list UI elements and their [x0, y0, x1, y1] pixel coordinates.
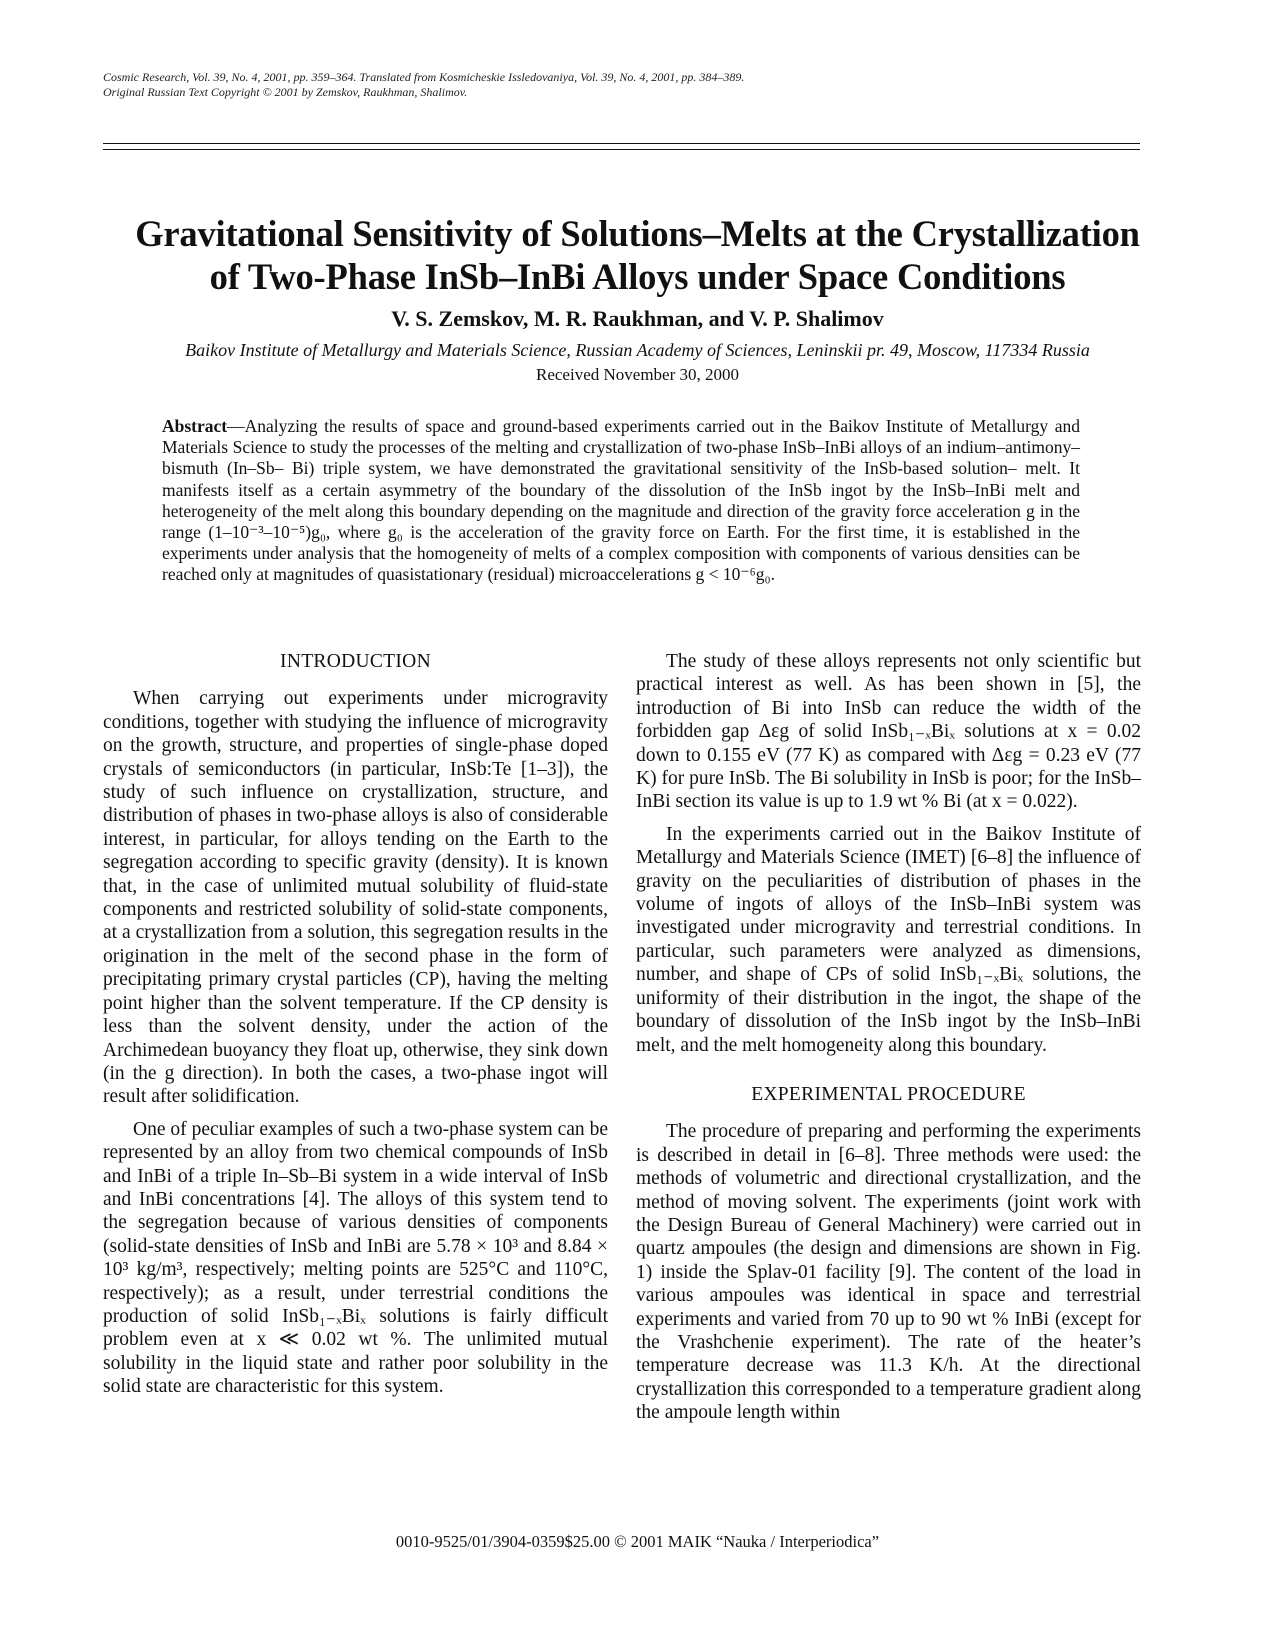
title-line-1: Gravitational Sensitivity of Solutions–Melts at the Crystallization	[135, 213, 1140, 254]
affiliation: Baikov Institute of Metallurgy and Materials Science, Russian Academy of Sciences, Leninskii pr. 49, Moscow, 117334 Russia	[185, 340, 1090, 360]
authors: V. S. Zemskov, M. R. Raukhman, and V. P. Shalimov	[391, 306, 884, 331]
citation-line-1: Cosmic Research, Vol. 39, No. 4, 2001, pp. 359–364. Translated from Kosmicheskie Issledovaniya, Vol. 39, No. 4, 2001, pp. 384–389.	[103, 70, 745, 84]
intro-paragraph-3: The study of these alloys represents not only scientific but practical interest as well. As has been shown in [5], the introduction of Bi into InSb can reduce the width of the forbidden gap Δεg of solid InSb₁₋ₓBiₓ solutions at x = 0.02 down to 0.155 eV (77 K) as compared with Δεg = 0.23 eV (77 K) for pure InSb. The Bi solubility in InSb is poor; for the InSb–InBi section its value is up to 1.9 wt % Bi (at x = 0.022).	[636, 651, 1141, 813]
abstract-text: —Analyzing the results of space and ground-based experiments carried out in the Baikov Institute of Metallurgy and Materials Science to study the processes of the melting and crystallization of two-phase InSb–InBi alloys of an indium–antimony–bismuth (In–Sb– Bi) triple system, we have demonstrated the gravitational sensitivity of the InSb-based solution– melt. It manifests itself as a certain asymmetry of the boundary of the dissolution of the InSb ingot by the InSb–InBi melt and heterogeneity of the melt along this boundary depending on the magnitude and direction of the gravity force acceleration g in the range (1–10⁻³–10⁻⁵)g₀, where g₀ is the acceleration of the gravity force on Earth. For the first time, it is established in the experiments under analysis that the homogeneity of melts of a complex composition with components of various densities can be reached only at magnitudes of quasistationary (residual) microaccelerations g < 10⁻⁶g₀.	[162, 416, 1080, 585]
right-column	[636, 650, 1141, 1425]
procedure-paragraph-1: The procedure of preparing and performing the experiments is described in detail in [6–8]. Three methods were used: the methods of volumetric and directional crystallization, and the method of moving solvent. The experiments (joint work with the Design Bureau of General Machinery) were carried out in quartz ampoules (the design and dimensions are shown in Fig. 1) inside the Splav-01 facility [9]. The content of the load in various ampoules was identical in space and terrestrial experiments and varied from 70 up to 90 wt % InBi (except for the Vrashchenie experiment). The rate of the heater’s temperature decrease was 11.3 K/h. At the directional crystallization this corresponded to a temperature gradient along the ampoule length within	[636, 1121, 1141, 1424]
copyright-footer: 0010-9525/01/3904-0359$25.00 © 2001 MAIK “Nauka / Interperiodica”	[395, 1532, 880, 1551]
citation-line-2: Original Russian Text Copyright © 2001 by Zemskov, Raukhman, Shalimov.	[103, 85, 468, 99]
received-date: Received November 30, 2000	[536, 365, 739, 384]
citation-header	[103, 70, 1143, 100]
paper-title	[70, 212, 1205, 298]
abstract-label: Abstract	[162, 416, 228, 436]
title-line-2: of Two-Phase InSb–InBi Alloys under Space Conditions	[209, 256, 1066, 297]
header-rule-bottom	[103, 149, 1140, 150]
intro-paragraph-1: When carrying out experiments under microgravity conditions, together with studying the influence of microgravity on the growth, structure, and properties of single-phase doped crystals of semiconductors (in particular, InSb:Te [1–3]), the study of such influence on crystallization, structure, and distribution of phases in two-phase alloys is also of considerable interest, in particular, for alloys tending on the Earth to the segregation according to specific gravity (density). It is known that, in the case of unlimited mutual solubility of fluid-state components and restricted solubility of solid-state components, at a crystallization from a solution, this segregation results in the origination in the melt of the second phase in the form of precipitating primary crystal particles (CP), having the melting point higher than the solvent temperature. If the CP density is less than the solvent density, under the action of the Archimedean buoyancy they float up, otherwise, they sink down (in the g direction). In both the cases, a two-phase ingot will result after solidification.	[103, 688, 608, 1108]
introduction-heading: INTRODUCTION	[280, 651, 431, 672]
abstract	[162, 416, 1080, 586]
intro-paragraph-2: One of peculiar examples of such a two-phase system can be represented by an alloy from two chemical compounds of InSb and InBi of a triple In–Sb–Bi system in a wide interval of InSb and InBi concentrations [4]. The alloys of this system tend to the segregation because of various densities of components (solid-state densities of InSb and InBi are 5.78 × 10³ and 8.84 × 10³ kg/m³, respectively; melting points are 525°C and 110°C, respectively); as a result, under terrestrial conditions the production of solid InSb₁₋ₓBiₓ solutions is fairly difficult problem even at x ≪ 0.02 wt %. The unlimited mutual solubility in the liquid state and rather poor solubility in the solid state are characteristic for this system.	[103, 1118, 608, 1398]
intro-paragraph-4: In the experiments carried out in the Baikov Institute of Metallurgy and Materials Science (IMET) [6–8] the influence of gravity on the peculiarities of distribution of phases in the volume of ingots of alloys of the InSb–InBi system was investigated under microgravity and terrestrial conditions. In particular, such parameters were analyzed as dimensions, number, and shape of CPs of solid InSb₁₋ₓBiₓ solutions, the uniformity of their distribution in the ingot, the shape of the boundary of dissolution of the InSb ingot by the InSb–InBi melt, and the melt homogeneity along this boundary.	[636, 823, 1141, 1056]
procedure-heading: EXPERIMENTAL PROCEDURE	[751, 1083, 1026, 1105]
left-column	[103, 650, 608, 1399]
header-rule-top	[103, 143, 1140, 144]
